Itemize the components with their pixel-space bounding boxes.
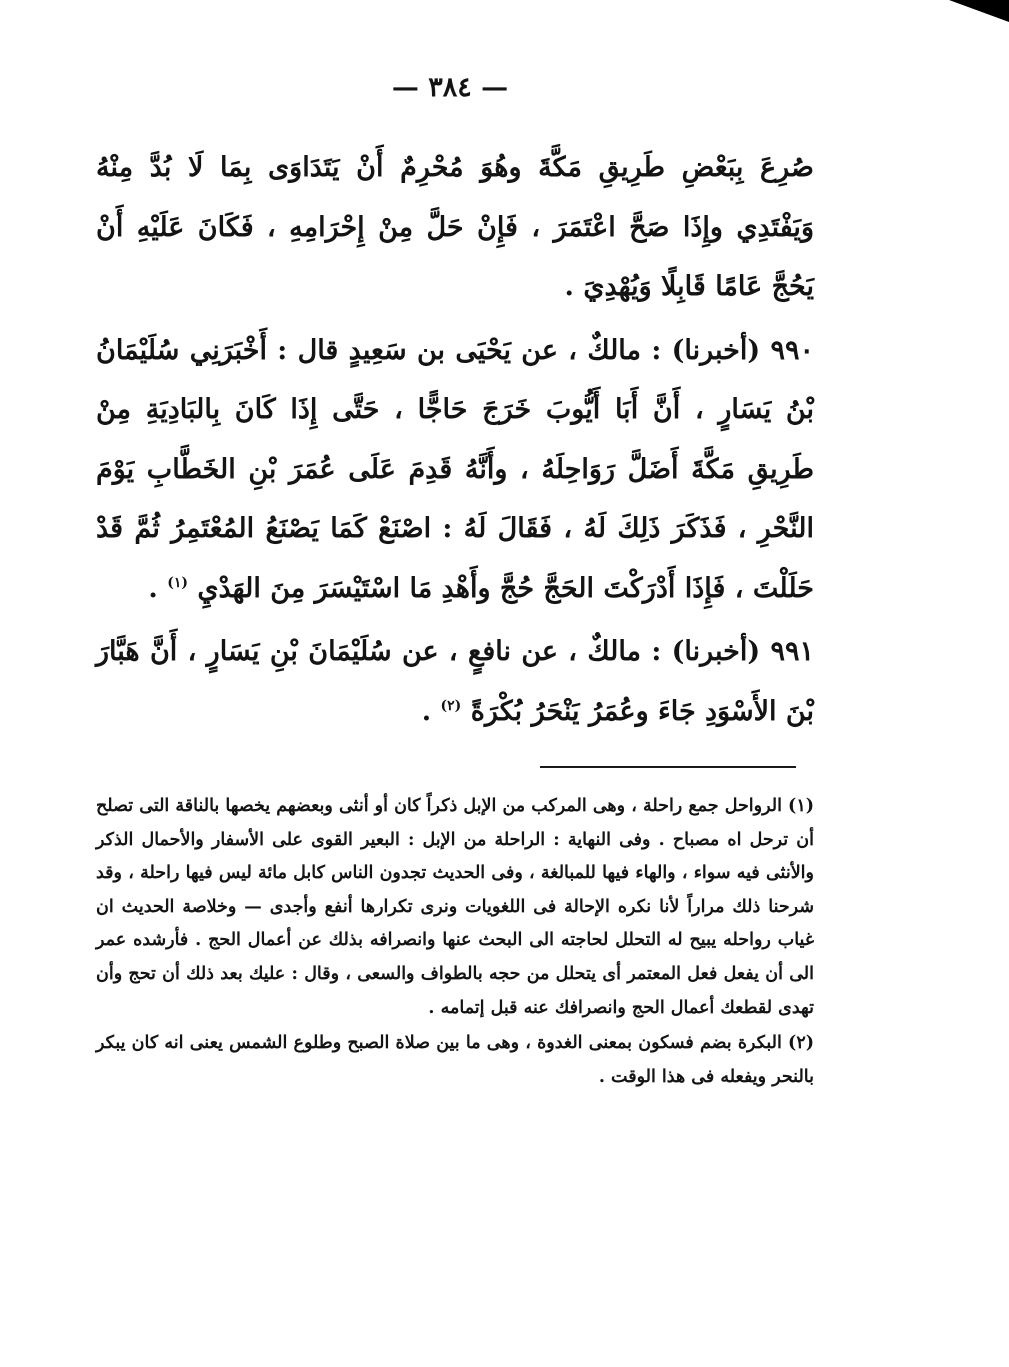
hadith-990-text: ٩٩٠ (أخبرنا) : مالكٌ ، عن يَحْيَى بن سَعِيدٍ قال : أَخْبَرَنِي سُلَيْمَانُ بْنُ يَسَارٍ ، أَنَّ أَبَا أَيُّوبَ خَرَجَ حَاجًّا ، حَتَّى إِذَا كَانَ بِالبَادِيَةِ مِنْ طَرِيقِ مَكَّةَ أَضَلَّ رَوَاحِلَهُ ، وأَنَّهُ قَدِمَ عَلَى عُمَرَ بْنِ الخَطَّابِ يَوْمَ النَّحْرِ ، فَذَكَرَ ذَلِكَ لَهُ ، فَقَالَ لَهُ : اصْنَعْ كَمَا يَصْنَعُ المُعْتَمِرُ ثُمَّ قَدْ حَلَلْتَ ، فَإِذَا أَدْرَكْتَ الحَجَّ حُجَّ وأَهْدِ مَا اسْتَيْسَرَ مِنَ الهَدْيِ xyxy=(96,334,814,604)
footnote-2: (٢) البكرة بضم فسكون بمعنى الغدوة ، وهى ما بين صلاة الصبح وطلوع الشمس يعنى انه كان يبكر بالنحر ويفعله فى هذا الوقت . xyxy=(96,1033,814,1087)
page-number: — ٣٨٤ — xyxy=(391,72,509,103)
footnotes xyxy=(96,790,814,1094)
footnote-ref-1: (١) xyxy=(167,574,188,591)
main-text xyxy=(96,138,814,741)
footnote-divider xyxy=(540,766,796,768)
page-corner-mark xyxy=(949,0,1009,22)
hadith-990-end: . xyxy=(148,572,158,604)
hadith-991 xyxy=(96,622,814,741)
footnote-ref-2: (٢) xyxy=(440,697,462,714)
hadith-991-end: . xyxy=(421,695,432,727)
footnote-1: (١) الرواحل جمع راحلة ، وهى المركب من الإبل ذكراً كان أو أنثى وبعضهم يخصها بالناقة التى تصلح أن ترحل اه مصباح . وفى النهاية : الراحلة من الإبل : البعير القوى على الأسفار والأحمال الذكر والأنثى فيه سواء ، والهاء فيها للمبالغة ، وفى الحديث تجدون الناس كابل مائة ليس فيها راحلة ، وقد شرحنا ذلك مراراً لأنا نكره الإحالة فى اللغويات ونرى تكرارها أنفع وأجدى — وخلاصة الحديث ان غياب رواحله يبيح له التحلل لحاجته الى البحث عنها وانصرافه بذلك عن أعمال الحج . فأرشده عمر الى أن يفعل فعل المعتمر أى يتحلل من حجه بالطواف والسعى ، وقال : عليك بعد ذلك أن تحج وأن تهدى لقطعك أعمال الحج وانصرافك عنه قبل إتمامه . xyxy=(96,796,814,1018)
hadith-990 xyxy=(96,321,814,619)
hadith-991-text: ٩٩١ (أخبرنا) : مالكٌ ، عن نافعٍ ، عن سُلَيْمَانَ بْنِ يَسَارٍ ، أَنَّ هَبَّارَ بْنَ الأَسْوَدِ جَاءَ وعُمَرُ يَنْحَرُ بُكْرَةً xyxy=(96,636,814,727)
paragraph-continuation: صُرِعَ بِبَعْضِ طَرِيقِ مَكَّةَ وهُوَ مُحْرِمٌ أَنْ يَتَدَاوَى بِمَا لَا بُدَّ مِنْهُ وَيَفْتَدِي وإِذَا صَحَّ اعْتَمَرَ ، فَإِنْ حَلَّ مِنْ إِحْرَامِهِ ، فَكَانَ عَلَيْهِ أَنْ يَحُجَّ عَامًا قَابِلًا وَيُهْدِيَ . xyxy=(96,152,814,302)
